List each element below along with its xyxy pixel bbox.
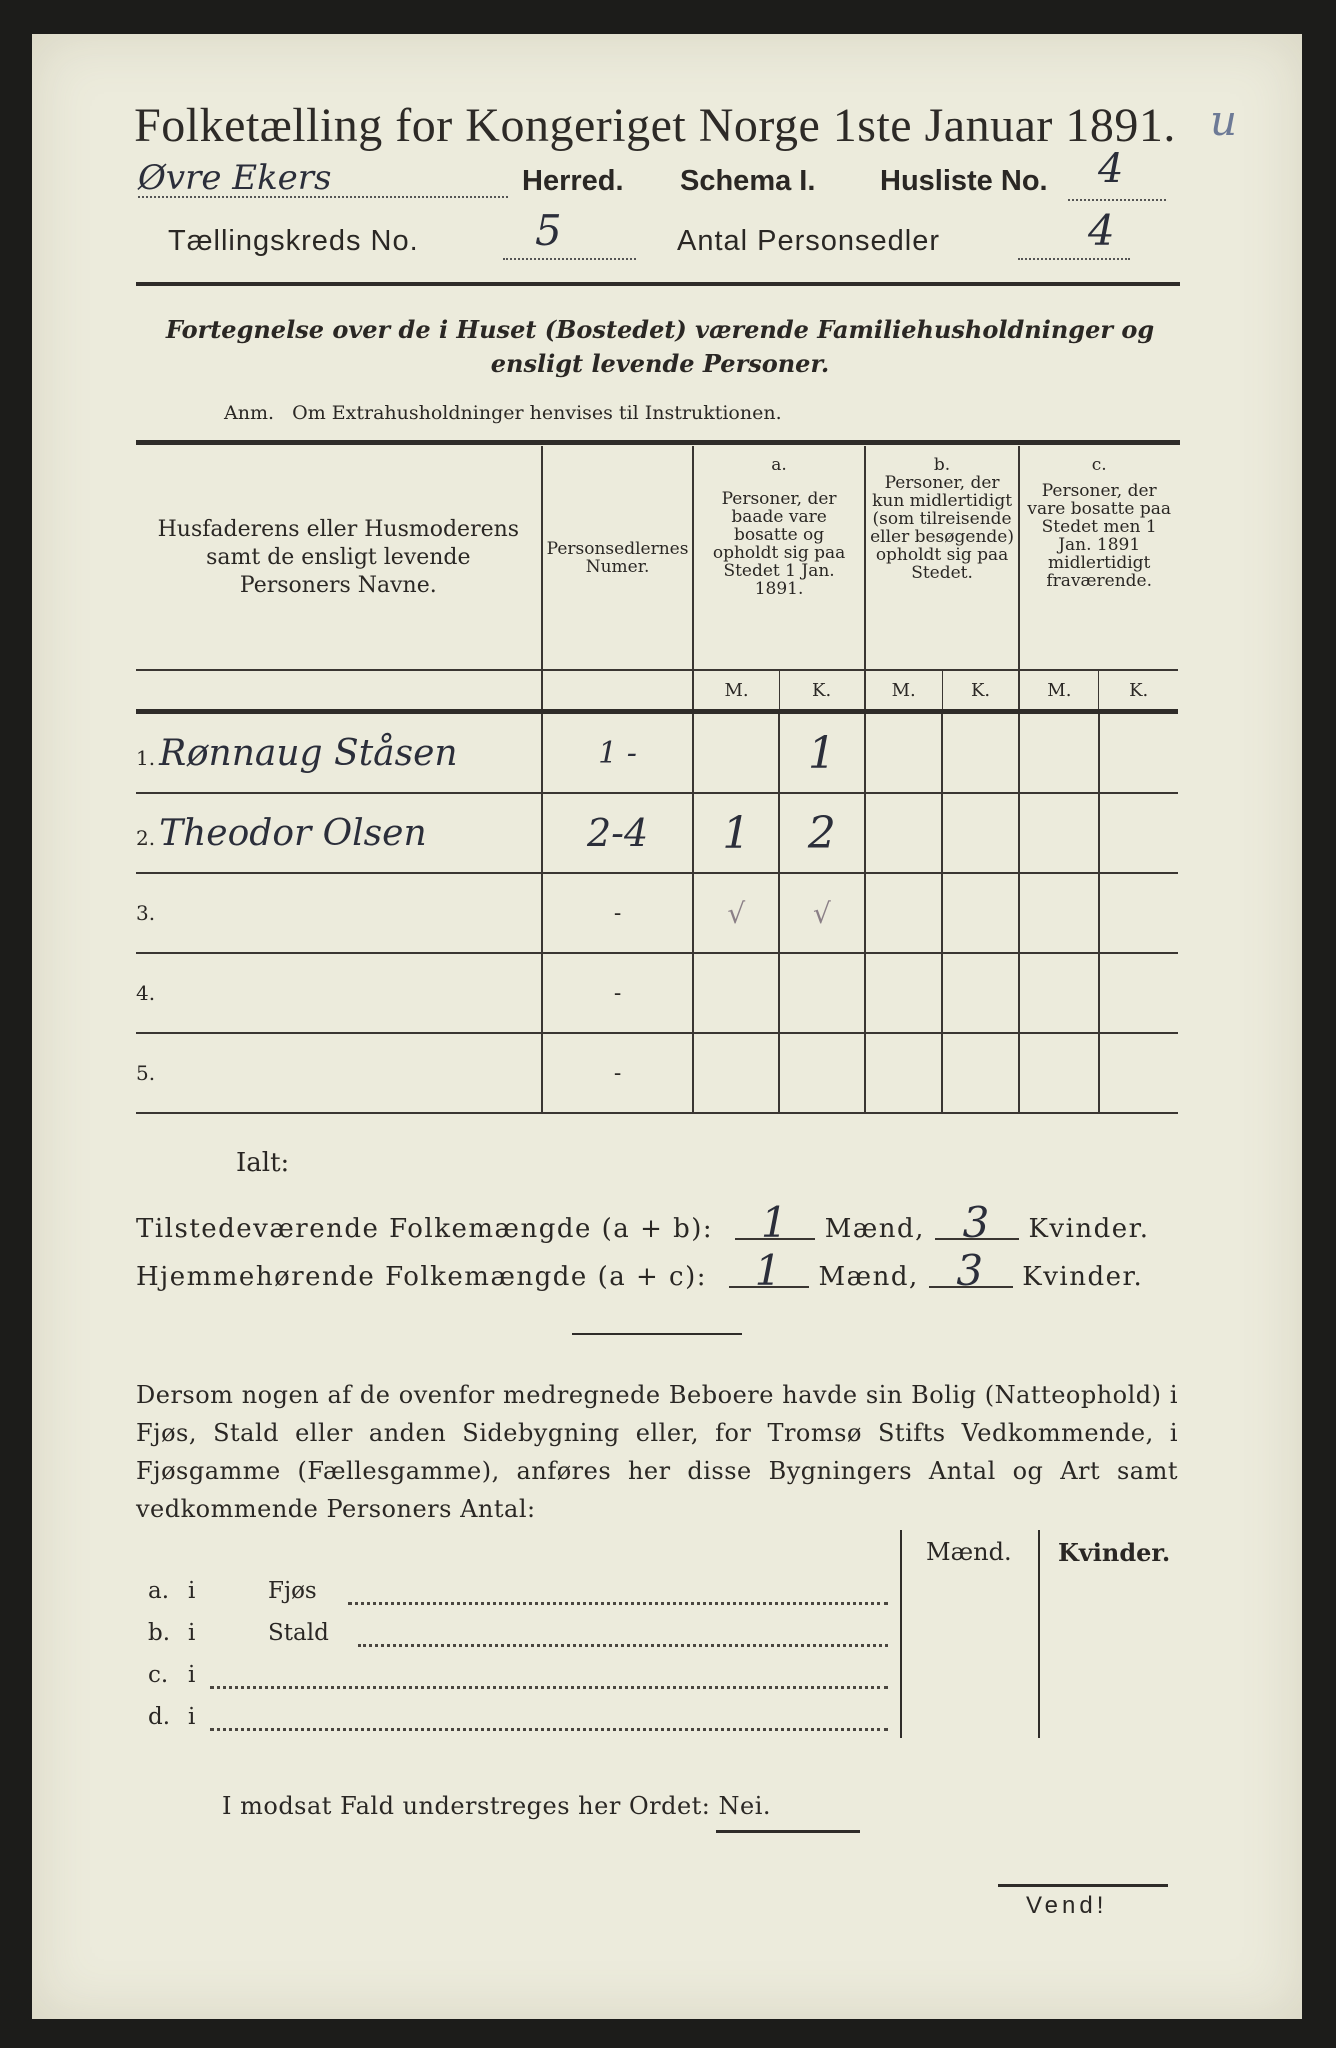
item-name: Fjøs	[268, 1578, 317, 1604]
col-a-text: Personer, der baade vare bosatte og opholdt sig paa Stedet 1 Jan. 1891.	[712, 489, 846, 599]
row-b-k	[942, 873, 1019, 953]
totals-resident-line	[136, 1246, 1144, 1295]
row-c-k	[1099, 793, 1178, 873]
household-table	[136, 446, 1178, 1114]
row-a-k: √	[779, 873, 865, 953]
col-a-m: M.	[693, 670, 779, 712]
row-sedler: 1 -	[542, 712, 694, 794]
resident-women-label: Kvinder.	[1022, 1262, 1144, 1292]
row-sedler: -	[542, 1033, 694, 1113]
antal-label: Antal Personsedler	[677, 225, 941, 257]
row-c-m	[1019, 793, 1098, 873]
note-text: Om Extrahusholdninger henvises til Instruktionen.	[292, 402, 782, 424]
outbuilding-instructions: Dersom nogen af de ovenfor medregnede Beboere havde sin Bolig (Natteophold) i Fjøs, Stald eller anden Sidebygning eller, for Tromsø Stifts Vedkommende, i Fjøsgamme (Fællesgamme), anføres her disse Bygningers Antal og Art samt vedkommende Personers Antal:	[136, 1381, 1178, 1523]
buildings-col-men: Mænd.	[926, 1538, 1012, 1566]
nei-underline	[716, 1830, 860, 1833]
row-c-m	[1019, 953, 1098, 1033]
present-label: Tilstedeværende Folkemængde (a + b):	[136, 1214, 714, 1244]
herred-value: Øvre Ekers	[138, 158, 332, 198]
row-b-k	[942, 953, 1019, 1033]
totals-present-line	[136, 1198, 1150, 1247]
present-men-value: 1	[735, 1208, 815, 1240]
col-c-text: Personer, der vare bosatte paa Stedet men 1 Jan. 1891 midlertidigt fraværende.	[1027, 481, 1171, 591]
row-a-m	[693, 1033, 779, 1113]
mk-spacer-name	[136, 670, 542, 712]
resident-women-value: 3	[929, 1256, 1013, 1288]
col-header-a	[693, 446, 864, 670]
col-header-name: Husfaderens eller Husmoderens samt de ensligt levende Personers Navne.	[136, 446, 542, 670]
row-number: 4.	[136, 981, 156, 1005]
husliste-label: Husliste No.	[880, 165, 1048, 197]
herred-dotted-line	[138, 172, 508, 198]
kreds-dotted-line	[503, 234, 636, 260]
mk-spacer-number	[542, 670, 694, 712]
row-b-k	[942, 712, 1019, 794]
present-women-value: 3	[935, 1208, 1019, 1240]
item-prep: i	[188, 1620, 196, 1646]
col-header-c	[1019, 446, 1178, 670]
col-header-b	[865, 446, 1020, 670]
buildings-list	[148, 1578, 888, 1746]
present-men-label: Mænd,	[824, 1214, 925, 1244]
item-dotted-line	[358, 1626, 888, 1647]
row-b-m	[865, 1033, 942, 1113]
table-row	[136, 712, 1178, 794]
row-c-m	[1019, 712, 1098, 794]
table-row	[136, 873, 1178, 953]
item-letter: c.	[148, 1662, 169, 1688]
list-item	[148, 1620, 888, 1662]
row-c-m	[1019, 873, 1098, 953]
row-sedler: -	[542, 873, 694, 953]
table-row	[136, 953, 1178, 1033]
col-b-k: K.	[942, 670, 1019, 712]
schema-label: Schema I.	[680, 165, 816, 197]
buildings-divider-right	[1038, 1530, 1040, 1738]
row-number: 1.	[136, 745, 156, 770]
col-c-letter: c.	[1091, 455, 1107, 475]
col-b-text: Personer, der kun midlertidigt (som tilreisende eller besøgende) opholdt sig paa Stedet.	[870, 473, 1014, 583]
otherwise-note: I modsat Fald understreges her Ordet: Nei.	[222, 1792, 772, 1820]
margin-mark: u	[1210, 96, 1238, 145]
col-b-m: M.	[865, 670, 942, 712]
row-c-m	[1019, 1033, 1098, 1113]
resident-men-value: 1	[729, 1256, 809, 1288]
item-dotted-line	[210, 1710, 888, 1731]
kreds-value: 5	[535, 206, 562, 255]
row-a-k: 1	[779, 712, 865, 794]
row-a-k: 2	[779, 793, 865, 873]
buildings-col-women: Kvinder.	[1058, 1538, 1171, 1567]
row-name-cell	[136, 1033, 542, 1113]
row-b-m	[865, 712, 942, 794]
item-letter: d.	[148, 1704, 171, 1730]
row-name-cell	[136, 712, 542, 794]
buildings-divider-left	[900, 1530, 902, 1738]
row-name: Theodor Olsen	[159, 812, 427, 854]
table-row	[136, 793, 1178, 873]
note-prefix: Anm.	[224, 402, 275, 424]
form-subtitle: Fortegnelse over de i Huset (Bostedet) værende Familiehusholdninger og ensligt levende Personer.	[165, 315, 1155, 378]
row-a-m	[693, 712, 779, 794]
table-row	[136, 1033, 1178, 1113]
col-a-k: K.	[779, 670, 865, 712]
item-prep: i	[188, 1578, 196, 1604]
row-c-k	[1099, 712, 1178, 794]
row-c-k	[1099, 1033, 1178, 1113]
col-b-letter: b.	[933, 455, 951, 475]
herred-label: Herred.	[522, 165, 624, 197]
section-divider	[572, 1333, 742, 1335]
row-a-k	[779, 953, 865, 1033]
row-a-m: 1	[693, 793, 779, 873]
row-name-cell	[136, 793, 542, 873]
resident-men-label: Mænd,	[818, 1262, 919, 1292]
row-number: 2.	[136, 825, 156, 850]
resident-label: Hjemmehørende Folkemængde (a + c):	[136, 1262, 707, 1292]
row-c-k	[1099, 873, 1178, 953]
vend-rule	[998, 1884, 1168, 1887]
item-name: Stald	[268, 1620, 329, 1646]
row-name-cell	[136, 873, 542, 953]
row-a-m: √	[693, 873, 779, 953]
row-b-m	[865, 873, 942, 953]
row-name: Rønnaug Ståsen	[159, 732, 458, 774]
list-item	[148, 1578, 888, 1620]
col-c-k: K.	[1129, 679, 1149, 701]
note	[224, 402, 782, 424]
kreds-label: Tællingskreds No.	[168, 225, 419, 257]
item-letter: b.	[148, 1620, 171, 1646]
item-prep: i	[188, 1704, 196, 1730]
row-a-m	[693, 953, 779, 1033]
list-item	[148, 1662, 888, 1704]
row-c-k	[1099, 953, 1178, 1033]
husliste-value: 4	[1098, 146, 1124, 192]
present-women-label: Kvinder.	[1028, 1214, 1150, 1244]
list-item	[148, 1704, 888, 1746]
col-c-m: M.	[1019, 670, 1098, 712]
row-b-m	[865, 793, 942, 873]
row-name-cell	[136, 953, 542, 1033]
item-dotted-line	[348, 1584, 888, 1605]
row-sedler: -	[542, 953, 694, 1033]
header-rule	[136, 282, 1180, 286]
item-dotted-line	[210, 1668, 888, 1689]
row-a-k	[779, 1033, 865, 1113]
col-header-number: Personsedlernes Numer.	[542, 446, 694, 670]
col-a-letter: a.	[771, 455, 787, 475]
item-prep: i	[188, 1662, 196, 1688]
totals-label: Ialt:	[236, 1148, 290, 1178]
antal-value: 4	[1088, 206, 1115, 255]
row-b-m	[865, 953, 942, 1033]
vend-label: Vend!	[1026, 1892, 1108, 1919]
row-b-k	[942, 1033, 1019, 1113]
row-number: 5.	[136, 1061, 156, 1085]
row-number: 3.	[136, 901, 156, 925]
item-letter: a.	[148, 1578, 170, 1604]
table-top-rule	[136, 440, 1180, 445]
row-b-k	[942, 793, 1019, 873]
form-title: Folketælling for Kongeriget Norge 1ste Januar 1891.	[134, 99, 1176, 152]
row-sedler: 2-4	[542, 793, 694, 873]
